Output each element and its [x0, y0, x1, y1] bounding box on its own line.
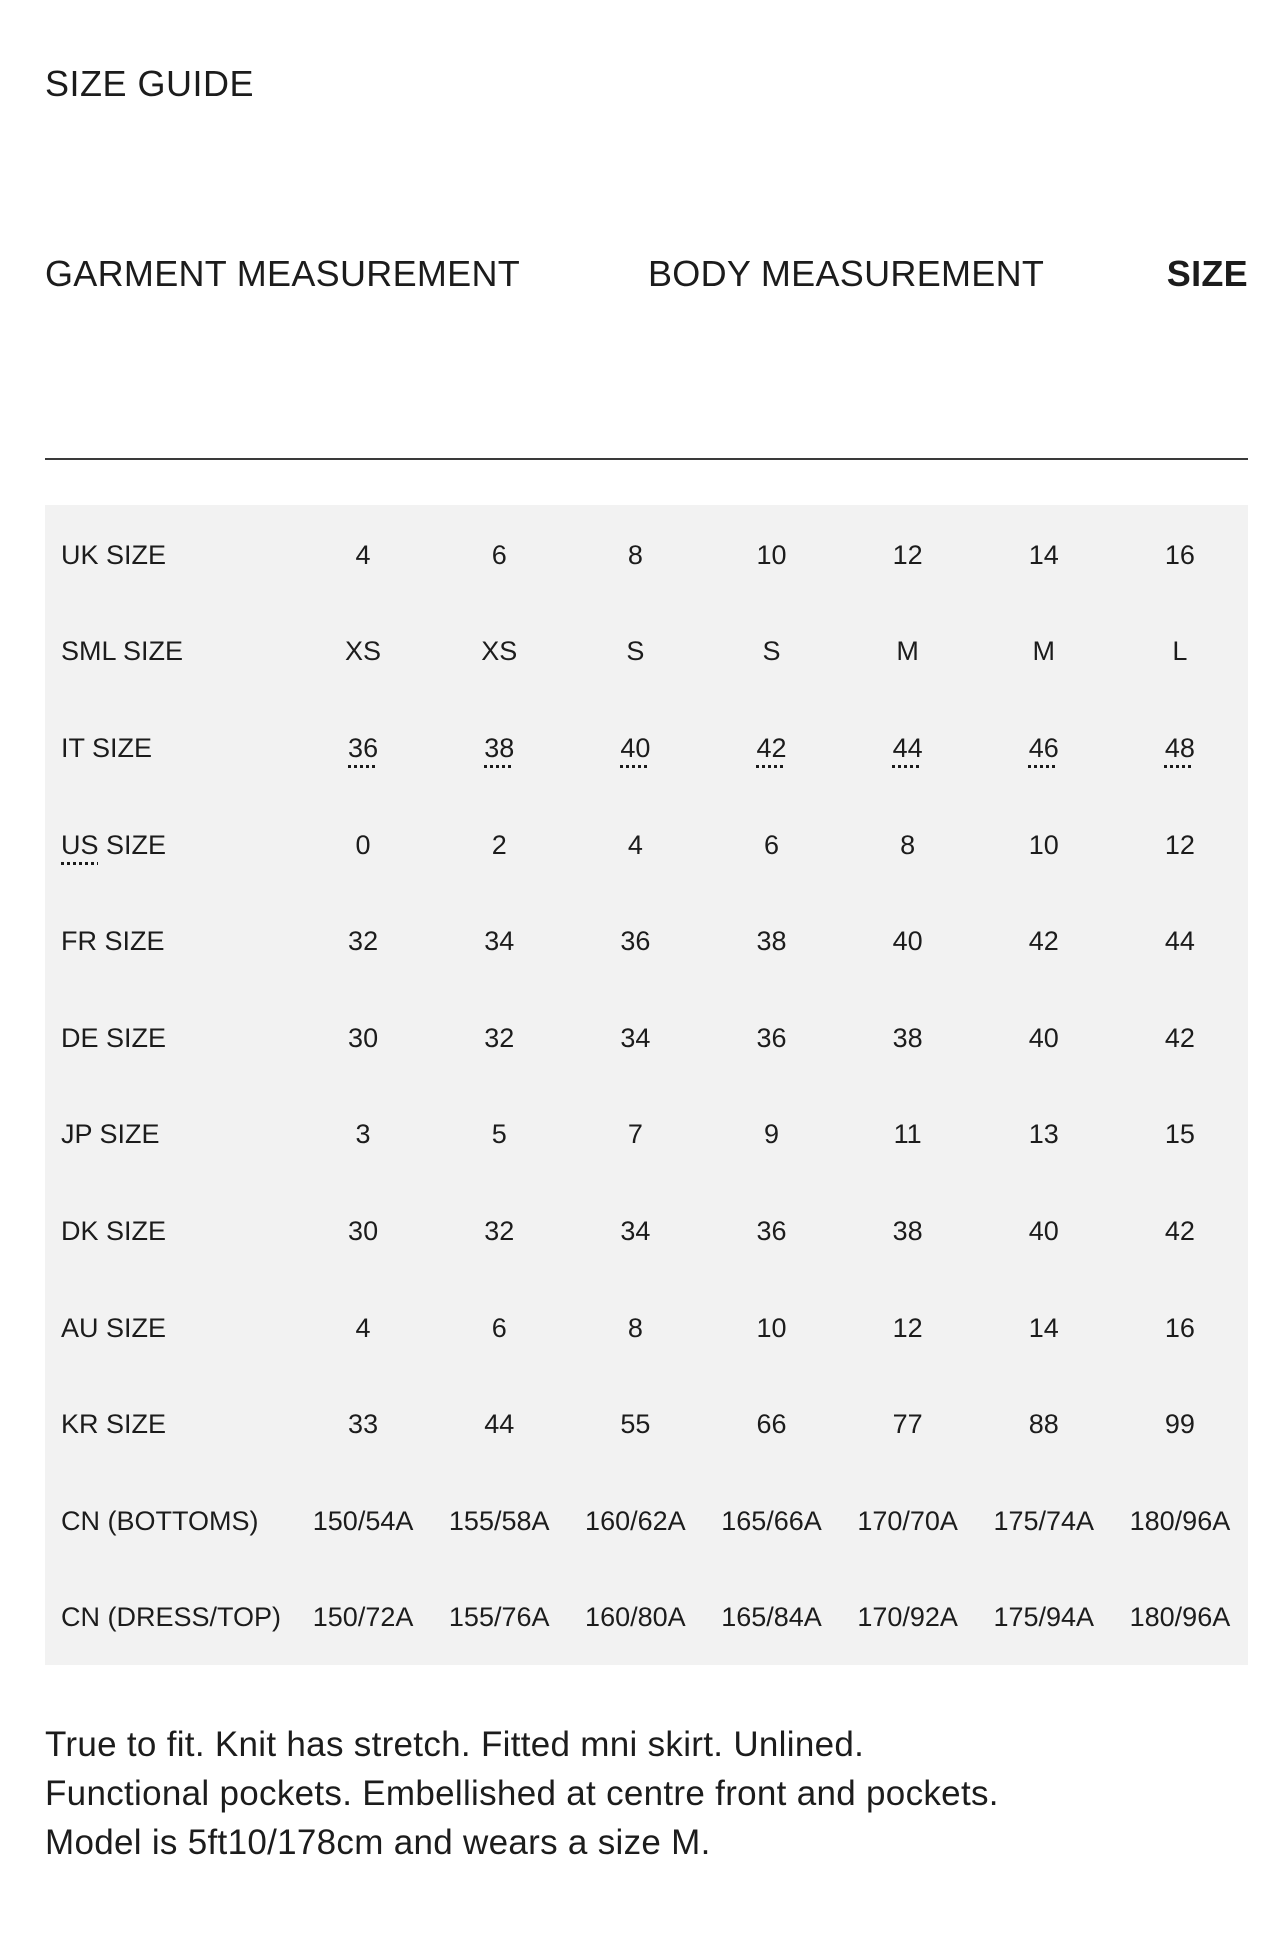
size-value-cell: 30 — [348, 1022, 379, 1053]
size-system-label: CN (DRESS/TOP) — [61, 1602, 282, 1633]
size-value-cell: 16 — [1164, 539, 1195, 570]
table-row — [45, 1570, 1248, 1667]
size-value-cell: 10 — [1028, 829, 1059, 860]
fit-note-line: Functional pockets. Embellished at centre front and pockets. — [45, 1774, 999, 1813]
fit-notes — [45, 1720, 1235, 1867]
size-value-cell: 160/80A — [585, 1602, 686, 1633]
size-value-cell — [976, 700, 1112, 797]
page-title: SIZE GUIDE — [45, 63, 255, 104]
size-value-cell: 2 — [491, 829, 507, 860]
size-value-cell: 14 — [1028, 1312, 1059, 1343]
size-value-cell: 14 — [1028, 539, 1059, 570]
size-system-label: DK SIZE — [61, 1215, 167, 1246]
size-value-cell: 180/96A — [1129, 1602, 1231, 1633]
size-value-cell: 7 — [627, 1119, 643, 1150]
size-value-cell: 6 — [763, 829, 779, 860]
size-value-cell: 34 — [620, 1215, 651, 1246]
size-value-cell: 99 — [1164, 1409, 1195, 1440]
size-system-label: UK SIZE — [61, 539, 167, 570]
table-row — [45, 893, 1248, 990]
size-guide-tabs — [45, 251, 1248, 301]
size-value-cell: 9 — [763, 1119, 779, 1150]
table-row — [45, 1376, 1248, 1473]
size-value-cell: 10 — [756, 1312, 787, 1343]
size-value-cell: 175/74A — [993, 1505, 1095, 1536]
size-value-cell: 40 — [1028, 1215, 1059, 1246]
size-value-cell — [1112, 700, 1248, 797]
size-value-cell: 33 — [348, 1409, 379, 1440]
size-value-cell: 44 — [1164, 926, 1195, 957]
size-value-cell: 32 — [484, 1215, 515, 1246]
table-row — [45, 700, 1248, 797]
size-value-cell — [703, 700, 839, 797]
size-value-cell — [431, 700, 567, 797]
size-value-cell: 38 — [892, 1215, 923, 1246]
size-value-cell: 30 — [348, 1215, 379, 1246]
size-value-cell: 42 — [1164, 1215, 1195, 1246]
size-value-cell: 8 — [627, 1312, 643, 1343]
size-value-cell: 16 — [1164, 1312, 1195, 1343]
size-system-label: KR SIZE — [61, 1409, 167, 1440]
size-value-cell: 150/54A — [312, 1505, 414, 1536]
size-system-label: FR SIZE — [61, 926, 165, 957]
size-table-container — [45, 505, 1248, 1665]
it-size-value[interactable]: 42 — [756, 732, 787, 763]
table-row — [45, 1183, 1248, 1280]
size-value-cell: 170/92A — [857, 1602, 958, 1633]
size-value-cell: L — [1172, 636, 1188, 667]
tab-garment-measurement[interactable]: GARMENT MEASUREMENT — [45, 251, 520, 297]
size-conversion-table — [45, 507, 1248, 1666]
size-system-label: JP SIZE — [61, 1119, 160, 1150]
size-value-cell — [840, 700, 976, 797]
size-value-cell: 40 — [1028, 1022, 1059, 1053]
size-value-cell: 8 — [627, 539, 643, 570]
size-value-cell: 160/62A — [585, 1505, 686, 1536]
table-row — [45, 1280, 1248, 1377]
size-value-cell: 36 — [620, 926, 651, 957]
size-value-cell: 155/58A — [448, 1505, 550, 1536]
size-value-cell: 13 — [1028, 1119, 1059, 1150]
size-value-cell: 34 — [620, 1022, 651, 1053]
table-row — [45, 990, 1248, 1087]
tabs-divider — [45, 458, 1248, 460]
size-system-label: AU SIZE — [61, 1312, 167, 1343]
size-value-cell: 175/94A — [993, 1602, 1095, 1633]
size-label-suffix: SIZE — [98, 829, 167, 860]
size-value-cell: 165/66A — [721, 1505, 822, 1536]
size-system-label — [45, 797, 295, 894]
size-value-cell: 34 — [484, 926, 515, 957]
size-value-cell: 155/76A — [448, 1602, 550, 1633]
size-value-cell: 88 — [1028, 1409, 1059, 1440]
it-size-value[interactable]: 44 — [892, 732, 923, 763]
size-value-cell: 165/84A — [721, 1602, 822, 1633]
size-value-cell: M — [896, 636, 919, 667]
table-row — [45, 1473, 1248, 1570]
size-value-cell: 10 — [756, 539, 787, 570]
table-row — [45, 797, 1248, 894]
size-value-cell: 5 — [491, 1119, 507, 1150]
us-abbreviation[interactable]: US — [61, 829, 99, 860]
size-value-cell: XS — [481, 636, 518, 667]
size-value-cell — [567, 700, 703, 797]
size-value-cell: 55 — [620, 1409, 651, 1440]
size-value-cell: 11 — [893, 1119, 922, 1150]
size-value-cell: 180/96A — [1129, 1505, 1231, 1536]
size-value-cell: 6 — [491, 1312, 507, 1343]
size-value-cell: 3 — [355, 1119, 371, 1150]
size-value-cell: XS — [345, 636, 382, 667]
size-value-cell: 40 — [892, 926, 923, 957]
table-row — [45, 507, 1248, 604]
fit-note-line: True to fit. Knit has stretch. Fitted mni skirt. Unlined. — [45, 1725, 865, 1764]
size-system-label: IT SIZE — [61, 732, 153, 763]
size-value-cell: 0 — [355, 829, 371, 860]
size-value-cell: 4 — [627, 829, 643, 860]
size-value-cell: 12 — [892, 1312, 923, 1343]
size-system-label: SML SIZE — [61, 636, 184, 667]
size-value-cell: 150/72A — [312, 1602, 414, 1633]
fit-note-line: Model is 5ft10/178cm and wears a size M. — [45, 1823, 711, 1862]
size-value-cell: 36 — [756, 1022, 787, 1053]
it-size-value[interactable]: 36 — [348, 732, 379, 763]
size-value-cell: 32 — [484, 1022, 515, 1053]
size-value-cell: 15 — [1164, 1119, 1195, 1150]
size-value-cell: 6 — [491, 539, 507, 570]
size-value-cell: 4 — [355, 539, 371, 570]
size-value-cell: S — [762, 636, 781, 667]
size-value-cell: M — [1032, 636, 1056, 667]
size-value-cell — [295, 700, 431, 797]
tab-body-measurement[interactable]: BODY MEASUREMENT — [648, 251, 1044, 297]
tab-size[interactable]: SIZE — [1167, 251, 1248, 297]
size-value-cell: 170/70A — [857, 1505, 958, 1536]
it-size-value[interactable]: 46 — [1028, 732, 1059, 763]
size-value-cell: 38 — [756, 926, 787, 957]
size-system-label: DE SIZE — [61, 1022, 167, 1053]
it-size-value[interactable]: 48 — [1164, 732, 1195, 763]
it-size-value[interactable]: 40 — [620, 732, 651, 763]
size-value-cell: 42 — [1164, 1022, 1195, 1053]
size-value-cell: S — [626, 636, 645, 667]
size-value-cell: 66 — [756, 1409, 787, 1440]
size-value-cell: 42 — [1028, 926, 1059, 957]
table-row — [45, 604, 1248, 701]
it-size-value[interactable]: 38 — [484, 732, 515, 763]
size-value-cell: 12 — [892, 539, 923, 570]
size-value-cell: 12 — [1164, 829, 1195, 860]
size-value-cell: 32 — [348, 926, 379, 957]
size-value-cell: 8 — [900, 829, 916, 860]
table-row — [45, 1087, 1248, 1184]
size-system-label: CN (BOTTOMS) — [61, 1505, 259, 1536]
size-value-cell: 77 — [892, 1409, 923, 1440]
size-value-cell: 36 — [756, 1215, 787, 1246]
size-value-cell: 4 — [355, 1312, 371, 1343]
size-value-cell: 38 — [892, 1022, 923, 1053]
size-value-cell: 44 — [484, 1409, 515, 1440]
